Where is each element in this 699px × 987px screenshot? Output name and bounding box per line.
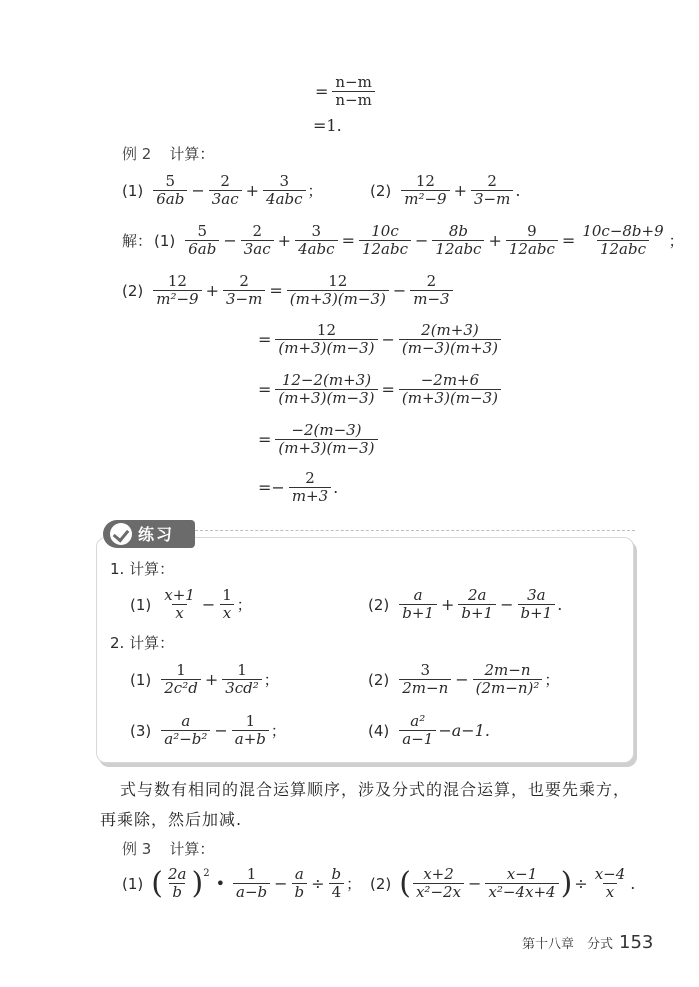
problem-label: (1) xyxy=(130,670,152,689)
multiply-dot: • xyxy=(215,874,225,893)
problem-label: (2) xyxy=(368,595,390,614)
fraction: $\frac{-2m+6}{(m+3)(m-3)}$ xyxy=(399,372,501,407)
fraction: $\frac{-2(m-3)}{(m+3)(m-3)}$ xyxy=(275,422,377,457)
fraction: $\frac{9}{\text{12abc}}$ xyxy=(506,223,558,258)
fraction xyxy=(332,74,374,109)
practice-q2-problem-3: (3) $\frac{a}{\text{a²−b²}}$ − $\frac{1}{a+b}$ ； xyxy=(130,712,286,748)
fraction: $\frac{x-1}{\text{x²−4x+4}}$ xyxy=(485,866,558,901)
fraction: $\frac{2}{3-m}$ xyxy=(471,173,513,208)
solution-2-line-5: =− $\frac{2}{m+3}$ . xyxy=(258,469,339,505)
period: . xyxy=(333,478,339,497)
fraction: $\frac{a}{b}$ xyxy=(292,866,308,901)
fraction: $\frac{2}{m-3}$ xyxy=(410,273,452,308)
problem-label: (2) xyxy=(368,670,390,689)
problem-label: (1) xyxy=(130,595,152,614)
fraction: $\frac{3}{2m-n}$ xyxy=(399,662,451,697)
semicolon: ； xyxy=(307,182,323,200)
problem-label: (2) xyxy=(370,181,392,200)
fraction: $\frac{1}{\text{3cd²}}$ xyxy=(222,662,262,697)
fraction: $\frac{1}{x}$ xyxy=(219,587,235,622)
fraction: $\frac{3a}{b+1}$ xyxy=(518,587,556,622)
period: . xyxy=(557,595,563,614)
solution-2-line-3: = $\frac{12-2(m+3)}{(m+3)(m-3)}$ = $\frac{-2m+6}{(m+3)(m-3)}$ xyxy=(256,372,503,407)
fraction: $\frac{x-4}{x}$ xyxy=(594,865,626,901)
fraction: $\frac{2m-n}{\text{(2m−n)²}}$ xyxy=(473,662,543,697)
fraction: $\frac{10c-8b+9}{\text{12abc}}$ xyxy=(582,222,664,258)
chapter-title: 第十八章 分式 xyxy=(522,937,614,952)
example-title: 计算： xyxy=(169,145,215,163)
problem-label: (4) xyxy=(368,721,390,740)
semicolon: ； xyxy=(346,875,362,893)
practice-q2-problem-1: (1) $\frac{1}{\text{2c²d}}$ + $\frac{1}{\text{3cd²}}$ ； xyxy=(130,661,279,697)
practice-q1-label: 1. 计算： xyxy=(110,560,175,578)
example3-problem-1: (1) ( $\frac{2a}{b}$ ) 2 • $\frac{1}{a-b}$ − $\frac{a}{b}$ ÷ $\frac{b}{4}$ ； xyxy=(122,865,362,901)
fraction: $\frac{12}{\text{m²−9}}$ xyxy=(153,273,201,308)
problem-label: (2) xyxy=(122,281,144,300)
fraction: $\frac{5}{6ab}$ xyxy=(185,223,219,258)
page-number: 153 xyxy=(619,932,654,953)
equals-sign: = xyxy=(315,82,329,101)
example3-problem-2: (2) ( $\frac{x+2}{\text{x²−2x}}$ − $\frac{x-1}{\text{x²−4x+4}}$ ) ÷ $\frac{x-4}{x}$ . xyxy=(370,865,636,901)
problem-label: (1) xyxy=(122,874,144,893)
expression-rest: −a−1. xyxy=(438,721,490,740)
fraction: $\frac{3}{\text{4abc}}$ xyxy=(263,173,306,208)
practice-q1-problem-1: (1) $\frac{x+1}{x}$ − $\frac{1}{x}$ ； xyxy=(130,586,252,622)
practice-divider xyxy=(195,530,635,531)
practice-title: 练习 xyxy=(138,525,175,544)
fraction: $\frac{2(m+3)}{(m-3)(m+3)}$ xyxy=(399,322,501,357)
fraction: $\frac{5}{6ab}$ xyxy=(153,173,187,208)
period: . xyxy=(515,181,521,200)
fraction: $\frac{a}{\text{a²−b²}}$ xyxy=(161,713,210,748)
fraction: $\frac{b}{4}$ xyxy=(329,866,345,901)
fraction: $\frac{3}{\text{4abc}}$ xyxy=(295,223,338,258)
fraction: $\frac{2a}{b+1}$ xyxy=(458,587,496,622)
fraction: $\frac{a}{b+1}$ xyxy=(399,587,437,622)
practice-q2-problem-4 xyxy=(368,713,490,748)
practice-q2-problem-2: (2) $\frac{3}{2m-n}$ − $\frac{2m-n}{\text{(2m−n)²}}$ ； xyxy=(368,661,560,697)
fraction: $\frac{8b}{\text{12abc}}$ xyxy=(432,223,484,258)
semicolon: ； xyxy=(236,596,252,614)
example2-problem-1: (1) $\frac{5}{6ab}$ − $\frac{2}{3ac}$ + $\frac{3}{\text{4abc}}$ ； xyxy=(122,172,323,208)
period: . xyxy=(630,874,636,893)
fraction: $\frac{12}{(m+3)(m-3)}$ xyxy=(275,322,377,357)
check-icon xyxy=(110,523,132,545)
fraction: $\frac{2a}{b}$ xyxy=(167,865,187,901)
fraction: $\frac{2}{3-m}$ xyxy=(223,273,265,308)
solution-1: 解： (1) $\frac{5}{6ab}$ − $\frac{2}{3ac}$ + $\frac{3}{\text{4abc}}$ = $\frac{10c}{\text{12abc}}$ − $\frac{8b}{\text{12abc}}$ + $\frac{9}{\text{12abc}}$ = $\frac{10c-8b+9}{\text{12abc}}$ ； xyxy=(122,222,684,258)
solution-label: 解： xyxy=(122,232,153,250)
solution-2-line-2: = $\frac{12}{(m+3)(m-3)}$ − $\frac{2(m+3)}{(m-3)(m+3)}$ xyxy=(256,322,503,357)
semicolon: ； xyxy=(668,232,684,250)
practice-q1-problem-2: (2) $\frac{a}{b+1}$ + $\frac{2a}{b+1}$ − $\frac{3a}{b+1}$ . xyxy=(368,586,563,622)
divide-sign: ÷ xyxy=(574,874,588,893)
example2-problem-2: (2) $\frac{12}{\text{m²−9}}$ + $\frac{2}{3-m}$ . xyxy=(370,172,521,208)
fraction: $\frac{1}{\text{2c²d}}$ xyxy=(161,662,201,697)
page-footer xyxy=(522,932,653,953)
example2-heading xyxy=(122,143,214,164)
solution-2-line-4: = $\frac{-2(m-3)}{(m+3)(m-3)}$ xyxy=(256,422,380,457)
fraction: $\frac{2}{3ac}$ xyxy=(209,173,242,208)
fraction: $\frac{12}{(m+3)(m-3)}$ xyxy=(287,273,389,308)
example-label: 例 2 xyxy=(122,145,152,163)
fraction: $\frac{2}{3ac}$ xyxy=(241,223,274,258)
fraction: $\frac{12-2(m+3)}{(m+3)(m-3)}$ xyxy=(275,372,377,407)
problem-label: (2) xyxy=(370,874,392,893)
fraction: $\frac{x+1}{x}$ xyxy=(164,586,195,622)
denominator: n−m xyxy=(332,91,374,109)
practice-q2-label: 2. 计算： xyxy=(110,634,175,652)
semicolon: ； xyxy=(270,722,286,740)
fraction: $\frac{1}{a+b}$ xyxy=(232,713,269,748)
fraction: $\frac{1}{a-b}$ xyxy=(233,866,270,901)
problem-label: (3) xyxy=(130,721,152,740)
fraction: $\frac{x+2}{\text{x²−2x}}$ xyxy=(413,866,464,901)
fraction: $\frac{2}{m+3}$ xyxy=(289,470,331,505)
exponent: 2 xyxy=(203,868,210,879)
example3-heading xyxy=(122,838,214,859)
numerator: n−m xyxy=(335,73,372,91)
top-step-1 xyxy=(313,74,377,109)
semicolon: ； xyxy=(544,671,560,689)
body-paragraph: 式与数有相同的混合运算顺序，涉及分式的混合运算，也要先乘方，再乘除，然后加减. xyxy=(100,780,631,829)
fraction: $\frac{12}{\text{m²−9}}$ xyxy=(401,173,449,208)
solution-2-line-1: (2) $\frac{12}{\text{m²−9}}$ + $\frac{2}{3-m}$ = $\frac{12}{(m+3)(m-3)}$ − $\frac{2}{m-3}$ xyxy=(122,273,455,308)
top-step-2: =1. xyxy=(313,116,342,135)
fraction: $\frac{\text{a²}}{a-1}$ xyxy=(399,713,436,748)
fraction: $\frac{10c}{\text{12abc}}$ xyxy=(359,223,411,258)
problem-label: (1) xyxy=(154,231,176,250)
example-label: 例 3 xyxy=(122,840,152,858)
semicolon: ； xyxy=(263,671,279,689)
problem-label: (1) xyxy=(122,181,144,200)
divide-sign: ÷ xyxy=(311,874,325,893)
example-title: 计算： xyxy=(169,840,215,858)
